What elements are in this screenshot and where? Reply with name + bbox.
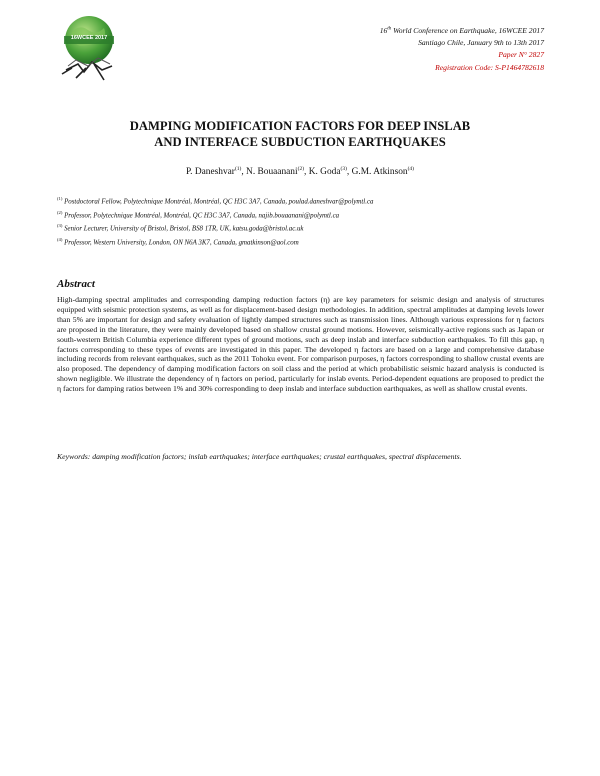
conference-logo: [58, 12, 120, 86]
abstract-heading: Abstract: [57, 278, 95, 290]
affiliation-sup: (2): [57, 209, 63, 215]
affiliation-item: [57, 235, 547, 249]
affiliation-item: [57, 194, 547, 208]
author-separator: ,: [304, 167, 309, 178]
title-line-2: AND INTERFACE SUBDUCTION EARTHQUAKES: [154, 135, 446, 149]
conference-ordinal: th: [387, 26, 392, 32]
logo-text: 16WCEE 2017: [70, 35, 108, 41]
affiliation-text: Senior Lecturer, University of Bristol, Bristol, BS8 1TR, UK, katsu.goda@bristol.ac.uk: [62, 225, 304, 233]
conference-number: 16: [379, 26, 388, 35]
title-line-1: DAMPING MODIFICATION FACTORS FOR DEEP INSLAB: [129, 119, 471, 133]
keywords: Keywords: damping modification factors; inslab earthquakes; interface earthquakes; crustal earthquakes, spectral displacements.: [57, 452, 462, 461]
conference-title: World Conference on Earthquake, 16WCEE 2017: [391, 26, 544, 35]
affiliation-text: Postdoctoral Fellow, Polytechnique Montréal, Montréal, QC H3C 3A7, Canada, poulad.daneshvar@polymtl.ca: [62, 198, 374, 206]
author-sup: (3): [340, 166, 347, 172]
globe-logo-icon: [58, 12, 120, 86]
paper-number: Paper N° 2827: [498, 50, 544, 60]
affiliation-sup: (3): [57, 223, 63, 228]
affiliation-item: [57, 208, 547, 222]
affiliations: [57, 194, 547, 248]
author-name: N. Bouaanani: [246, 167, 298, 178]
author-sup: (2): [297, 166, 305, 172]
author-name: K. Goda: [308, 167, 341, 178]
author-separator: ,: [346, 167, 352, 178]
author-sup: (1): [234, 166, 242, 172]
affiliation-sup: (1): [57, 196, 63, 201]
conference-name: [244, 25, 544, 37]
registration-code: Registration Code: S-P1464782618: [435, 62, 544, 72]
conference-location: Santiago Chile, January 9th to 13th 2017: [418, 38, 544, 48]
author-name: P. Daneshvar: [185, 167, 235, 178]
author-sup: (4): [407, 166, 415, 172]
abstract-body: High-damping spectral amplitudes and corresponding damping reduction factors (η) are key parameters for seismic design and analysis of structures equipped with seismic protection systems, as well as for displacement-based design methodologies. In addition, spectral amplitudes at damping levels lower than 5% are important for design and safety evaluation of lightly damped structures such as transmission lines. Although various expressions for η factors are proposed in the literature, they were mainly developed based on shallow crustal ground motions. However, seismically-active regions such as Japan or south-western British Columbia experience different types of ground motions, such as deep inslab and interface subduction earthquakes. To fill this gap, η factors corresponding to these types of events are investigated in this paper. The developed η factors are based on a large and comprehensive database including records from relevant earthquakes, such as the 2011 Tohoku event. For comparison purposes, η factors corresponding to shallow crustal events are also proposed. The dependency of damping modification factors on soil class and the period at which probabilistic seismic hazard analysis is conducted is shown negligible. We illustrate the dependency of η factors on period, particularly for inslab events. Period-dependent equations are proposed to predict the η factors for damping ratios between 1% and 30% corresponding to deep inslab and interface subduction earthquakes, as well as shallow crustal events.: [57, 295, 544, 394]
running-header: [244, 25, 544, 74]
paper-title: [60, 118, 540, 150]
author-separator: ,: [241, 167, 247, 178]
affiliation-item: [57, 221, 547, 235]
author-name: G.M. Atkinson: [351, 167, 408, 178]
affiliation-text: Professor, Western University, London, ON N6A 3K7, Canada, gmatkinson@aol.com: [62, 238, 299, 246]
affiliation-sup: (4): [57, 236, 63, 242]
author-list: [60, 166, 540, 177]
affiliation-text: Professor, Polytechnique Montréal, Montréal, QC H3C 3A7, Canada, najib.bouaanani@polymtl.ca: [62, 211, 340, 219]
